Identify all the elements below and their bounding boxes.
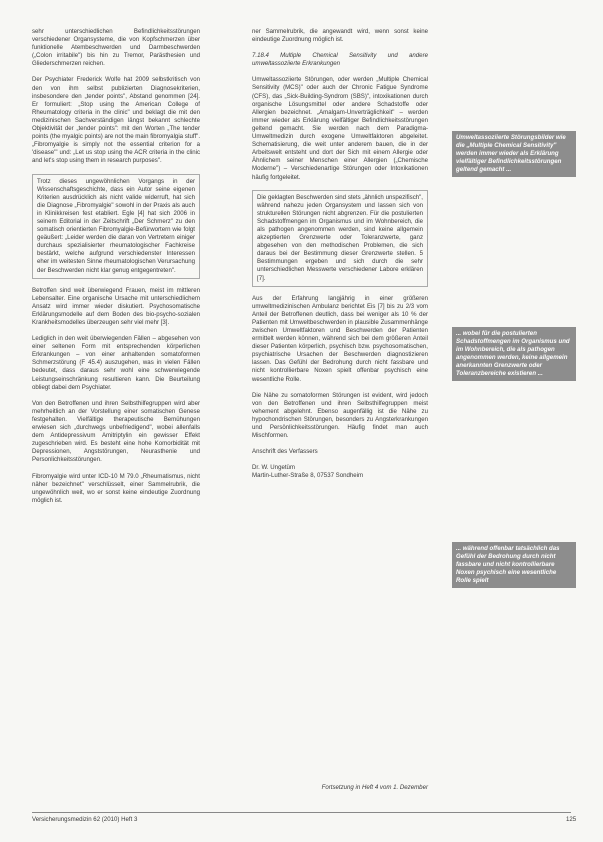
paragraph: Betroffen sind weit überwiegend Frauen, meist im mittleren Lebensalter. Eine organische Ursache mit unterschiedlichem Ansatz wird immer wieder diskutiert. Psychosomatische Erklärungsmodelle auf dem Boden des bio-psycho-sozialen Krankheitsmodelles überzeugen sehr viel mehr [3]. [32,286,200,326]
paragraph: Die geklagten Beschwerden sind stets „ähnlich unspezifisch", während nahezu jeden Organsystem und lassen sich von strukturellen Störungen nicht abgrenzen. Für die postulierten Schadstoffmengen im Organismus und im Wohnbereich, die als pathogen angenommen werden, sind keine allgemein akzeptierten Grenzwerte oder Toleranzwerte, ganz abgesehen von den methodischen Problemen, die sich daraus bei der Bestimmung dieser Grenzwerte stellen. 5 Bestimmungen ergeben und sich durch die sehr unterschiedlichen Messwerte verschiedener Labore erklären [7]. [252,190,428,287]
section-heading: 7.18.4 Multiple Chemical Sensitivity und andere umweltassoziierte Erkrankungen [252,52,428,68]
page-number: 125 [566,816,577,823]
paragraph: Umweltassoziierte Störungen, oder werden „Multiple Chemical Sensitivity (MCS)" oder auch der Chronic Fatigue Syndrome (CFS), das „Sick-Building-Syndrom (SBS)", intoxikationen durch organische Lösungsmittel oder andere Schadstoffe oder Allergien bezeichnet. „Amalgam-Unverträglichkeit" – werden immer wieder als Erklärung vielfältiger Befindlichkeitsstörungen geltend gemacht. Sie werden nach dem Paradigma-Umweltmedizin durch exogene Umweltfaktoren abgeleitet. Schematisierung, die weit unter anderem bauen, die in der Arbeitswelt entsteht und dort der Sich mit einem Allergie oder Ähnlichem seiner Menschen einer Allergien („Chemische Moderne") – Verschiedenartige Störungen oder Intoxikationen häufig fortgeleitet. [252,76,428,181]
paragraph: sehr unterschiedlichen Befindlichkeitsstörungen verschiedener Organsysteme, die von Kopfschmerzen über funktionelle Atembeschwerden und Darmbeschwerden („Colon irritabile") bis hin zu Tremor, Parästhesien und Gliederschmerzen reichen. [32,28,200,68]
left-column [32,28,200,513]
sidebar-callout: Umweltassoziierte Störungsbilder wie die „Multiple Chemical Sensitivity" werden immer wieder als Erklärung vielfältiger Befindlichkeitsstörungen geltend gemacht ... [452,131,576,177]
continuation-note: Fortsetzung in Heft 4 vom 1. Dezember [321,784,428,791]
address-label: Anschrift des Verfassers [252,448,318,456]
paragraph: ner Sammelrubrik, die angewandt wird, wenn sonst keine eindeutige Zuordnung möglich ist. [252,28,428,44]
paragraph: Lediglich in den weit überwiegenden Fällen – abgesehen von einer seltenen Form mit entsprechenden körperlichen Erkrankungen – von einer anhaltenden somatoformen Schmerzstörung (F 45.4) auszugehen, was in vielen Fällen bedeutet, dass daraus sehr wohl eine schwerwiegende Leistungseinschränkung resultieren kann. Die Beurteilung obliegt dabei dem Psychiater. [32,335,200,391]
footer-divider [32,812,571,813]
right-column [252,28,428,481]
paragraph: Fibromyalgie wird unter ICD-10 M 79.0 „Rheumatismus, nicht näher bezeichnet" verschlüsselt, einer Sammelrubrik, die ungewöhnlich weit, wo er sonst keine eindeutige Zuordnung möglich ist. [32,472,200,504]
author-name: Dr. W. Ungetüm [252,464,296,472]
journal-citation: Versicherungsmedizin 62 (2010) Heft 3 [32,816,138,823]
paragraph: Von den Betroffenen und ihren Selbsthilfegruppen wird aber mehrheitlich an der Vorstellung einer somatischen Genese festgehalten. Vielfältige therapeutische Bemühungen erwiesen sich „durchwegs unbefriedigend", wobei allenfalls dem Antidepressivum Amitriptylin ein gewisser Effekt zugeschrieben wird. Es besteht eine hohe Komorbidität mit Depressionen, Angststörungen, Neurasthenie und Personlichkeitsstörungen. [32,399,200,464]
paragraph: Der Psychiater Frederick Wolfe hat 2009 selbstkritisch von den von ihm selbst publizierten Diagnosekriterien, insbesondere den „tender points", Abstand genommen [24]. Er formuliert: „Stop using the American College of Rheumatology criteria in the clinic" und beklagt die mit den medizinischen Sachverständigen längst bekannt schlechte Objektivität der „tender points": mit den Worten „The tender points (the myalgic points) are not the main fibromyalgia stuff". „Fibromyalgie is simply not the essential criterion for a 'disease'" und: „Let us stop using the ACR criteria in the clinic and let's stop using them in research purposes". [32,76,201,165]
paragraph: Aus der Erfahrung langjährig in einer größeren umweltmedizinischen Ambulanz berichtet Eis [7] bis zu 2/3 vom Anteil der Betroffenen deutlich, dass bei weniger als 10 % der Patienten mit Umweltbeschwerden in plausible Zusammenhänge zwischen Umweltfaktoren und Beschwerden der Patienten ermittelt werden können, während sich bei dem größeren Anteil dieser Patienten körperlich, psychisch bzw. psychosomatischen, psychiatrische Ursachen der Beschwerden diagnostizieren lassen. Das Gefühl der Bedrohung durch nicht fassbare und nicht kontrollierbare Noxen spielt offenbar psychisch eine wesentliche Rolle. [252,294,428,383]
sidebar-callout: ... während offenbar tatsächlich das Gefühl der Bedrohung durch nicht fassbare und nicht kontrollierbare Noxen psychisch eine wesentliche Rolle spielt [452,542,576,588]
author-address: Martin-Luther-Straße 8, 07537 Sondheim [252,472,364,480]
paragraph: Die Nähe zu somatoformen Störungen ist evident, wird jedoch von den Betroffenen und ihren Selbsthilfegruppen meist vehement abgelehnt. Ebenso augenfällig ist die Nähe zu hypochondrischen Störungen, besonders zu Angsterkrankungen und Persönlichkeitsstörungen. Häufig findet man auch Mischformen. [252,391,428,440]
paragraph: Trotz dieses ungewöhnlichen Vorgangs in der Wissenschaftsgeschichte, dass ein Autor seine eigenen Kriterien ausdrücklich als nicht valide widerruft, hat sich die Diagnose „Fibromyalgie" sowohl in der Praxis als auch in Klinikkreisen fest etabliert. Egle [4] hat sich 2006 in seinem Editorial in der Zeitschrift „Der Schmerz" zu den somatisch orientierten Fibromyalgie-Befürwortern wie folgt geäußert: „Leider werden die daran von Vertretern einiger durchaus spezialisierter rheumatologischer Fachkreise bestärkt, welche aufgrund verschiedenster Interessen eher im weitesten Sinne rheumatologischen Verursachung der Beschwerden nicht klar genug entgegentreten". [32,174,200,279]
sidebar-callout: ... wobei für die postulierten Schadstoffmengen im Organismus und im Wohnbereich, die als pathogen angenommen werden, keine allgemein anerkannten Grenzwerte oder Toleranzbereiche existieren ... [452,327,576,381]
